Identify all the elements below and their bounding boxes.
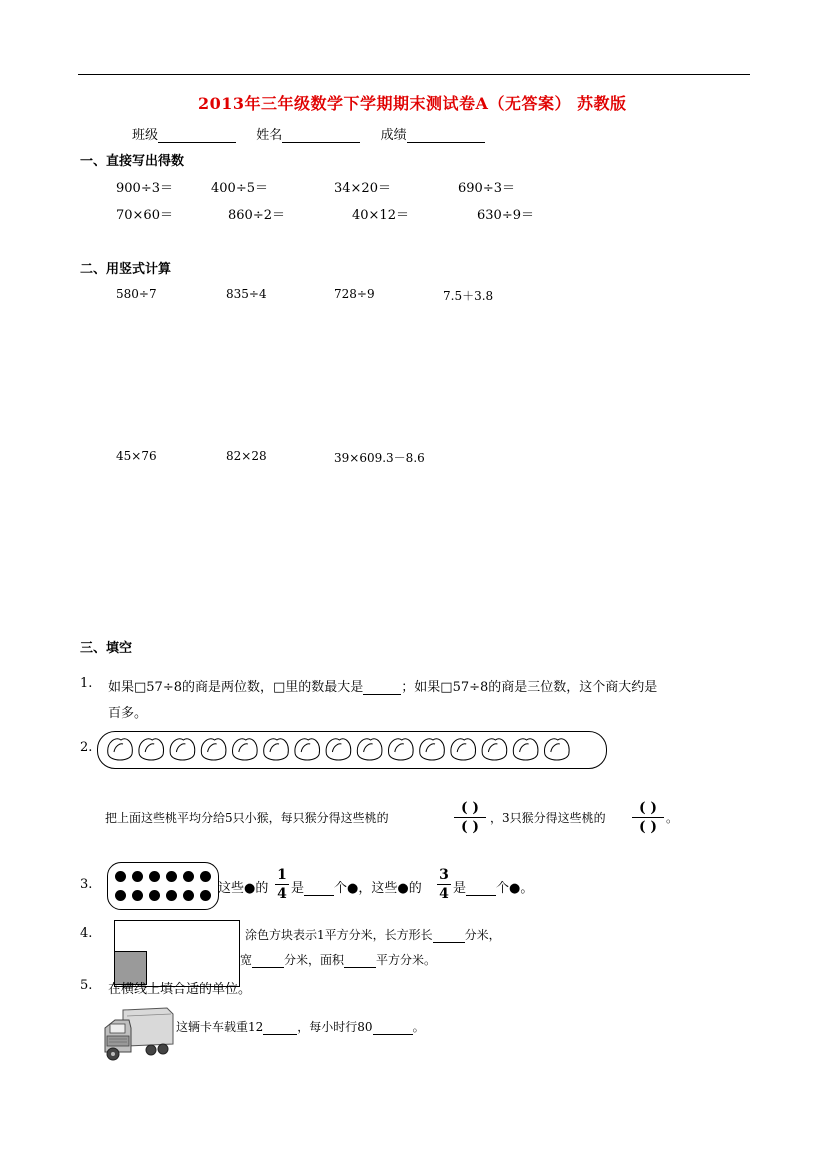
s2-item: 7.5＋3.8 — [443, 289, 494, 303]
peach-icon — [420, 739, 445, 760]
peach-icon — [201, 739, 226, 760]
dot-icon — [200, 871, 211, 882]
q4-text-d: 分米，面积 — [284, 953, 345, 967]
s2-item: 45×76 — [116, 449, 157, 463]
peach-icon — [295, 739, 320, 760]
dot-icon — [149, 890, 160, 901]
q4-width-blank[interactable] — [252, 953, 284, 968]
peach-icon — [264, 739, 289, 760]
q3-frac1-den: 4 — [277, 886, 287, 902]
s1-item: 400÷5＝ — [211, 181, 268, 196]
dot-icon — [132, 890, 143, 901]
q4-area-blank[interactable] — [344, 953, 376, 968]
peach-icon — [326, 739, 351, 760]
class-field[interactable] — [158, 128, 236, 143]
q4-text-c: 宽 — [240, 953, 253, 967]
q5-truck-text-b: ，每小时行80 — [297, 1020, 373, 1034]
q5-speed-unit-blank[interactable] — [373, 1020, 413, 1035]
q1-blank[interactable] — [363, 680, 401, 695]
peach-icon — [108, 739, 133, 760]
dot-icon — [132, 871, 143, 882]
q3-frac2-num: 3 — [439, 867, 449, 883]
q3-line-1 — [291, 877, 422, 896]
q5-number: 5. — [80, 978, 93, 993]
q2-text-a: 把上面这些桃平均分给5只小猴，每只猴分得这些桃的 — [105, 811, 389, 825]
s1-item: 630÷9＝ — [477, 208, 534, 223]
q3-text-d: 是 — [453, 881, 467, 896]
q2-text-b: ，3只猴分得这些桃的 — [490, 811, 606, 825]
s1-item: 70×60＝ — [116, 208, 173, 223]
q1-text-a: 如果□57÷8的商是两位数，□里的数最大是 — [108, 680, 364, 695]
s1-item: 34×20＝ — [334, 181, 391, 196]
dot-icon — [115, 890, 126, 901]
q5-truck-text-a: 这辆卡车载重12 — [176, 1020, 264, 1034]
s2-item: 82×28 — [226, 449, 267, 463]
page-title: 2013年三年级数学下学期期末测试卷A（无答案） 苏教版 — [198, 94, 627, 113]
peach-band — [97, 731, 607, 769]
q1-text-b: ；如果□57÷8的商是三位数，这个商大约是 — [401, 680, 658, 695]
q2-frac2-den: ( ) — [638, 819, 658, 835]
fraction-bar — [275, 884, 289, 885]
q1-line1 — [108, 676, 657, 695]
q3-blank-1[interactable] — [304, 881, 334, 896]
s1-item: 690÷3＝ — [458, 181, 515, 196]
peach-icon — [357, 739, 382, 760]
s2-item: 835÷4 — [226, 287, 267, 301]
dot-icon — [166, 890, 177, 901]
name-label: 姓名 — [256, 128, 283, 143]
top-rule — [78, 74, 750, 75]
q3-text-e: 个●。 — [496, 881, 534, 896]
q2-frac1-num: ( ) — [460, 800, 480, 816]
peach-icon — [513, 739, 538, 760]
q3-frac1-num: 1 — [277, 867, 287, 883]
q5-text: 在横线上填合适的单位。 — [108, 982, 252, 997]
fraction-bar — [632, 817, 664, 818]
q4-line1 — [245, 926, 501, 943]
dots-band — [107, 862, 219, 910]
score-field[interactable] — [407, 128, 485, 143]
q3-frac2-den: 4 — [439, 886, 449, 902]
q3-blank-2[interactable] — [466, 881, 496, 896]
peach-icon — [170, 739, 195, 760]
q2-text-c: 。 — [666, 811, 679, 825]
q2-fraction-1[interactable] — [454, 800, 486, 835]
q5-weight-unit-blank[interactable] — [263, 1020, 297, 1035]
s2-item: 39×609.3－8.6 — [334, 451, 425, 465]
q1-line2: 百多。 — [108, 706, 148, 721]
q4-text-e: 平方分米。 — [376, 953, 437, 967]
s1-item: 40×12＝ — [352, 208, 409, 223]
q3-line-2 — [453, 877, 533, 896]
q3-fraction-2 — [437, 867, 451, 902]
q4-number: 4. — [80, 926, 93, 941]
s2-item: 728÷9 — [334, 287, 375, 301]
q2-frac1-den: ( ) — [460, 819, 480, 835]
fraction-bar — [454, 817, 486, 818]
peach-icon — [545, 739, 570, 760]
s1-item: 900÷3＝ — [116, 181, 173, 196]
dot-icon — [200, 890, 211, 901]
score-label: 成绩 — [380, 128, 407, 143]
peach-icon — [233, 739, 258, 760]
dot-icon — [149, 871, 160, 882]
dot-icon — [183, 871, 194, 882]
dot-icon — [115, 871, 126, 882]
class-label: 班级 — [132, 128, 159, 143]
q4-length-blank[interactable] — [433, 928, 465, 943]
s1-item: 860÷2＝ — [228, 208, 285, 223]
section3-heading: 三、填空 — [80, 641, 133, 656]
fraction-bar — [437, 884, 451, 885]
dot-icon — [183, 890, 194, 901]
q4-text-a: 涂色方块表示1平方分米，长方形长 — [245, 928, 433, 942]
peach-icon — [139, 739, 164, 760]
s2-item: 580÷7 — [116, 287, 157, 301]
q1-number: 1. — [80, 676, 93, 691]
q3-text-b: 是 — [291, 881, 305, 896]
q5-truck-text-c: 。 — [412, 1020, 425, 1034]
truck-icon — [101, 1006, 175, 1062]
q3-fraction-1 — [275, 867, 289, 902]
q3-text-a: 这些●的 — [218, 881, 269, 896]
q4-line2 — [240, 951, 436, 968]
section1-heading: 一、直接写出得数 — [80, 154, 185, 169]
peach-icon — [482, 739, 507, 760]
name-field[interactable] — [282, 128, 360, 143]
q5-truck-line — [176, 1018, 425, 1035]
q2-frac2-num: ( ) — [638, 800, 658, 816]
peach-icon — [451, 739, 476, 760]
q4-text-b: 分米， — [464, 928, 501, 942]
q3-number: 3. — [80, 877, 93, 892]
dot-icon — [166, 871, 177, 882]
q3-text-c: 个●，这些●的 — [334, 881, 422, 896]
peaches-svg — [98, 732, 606, 768]
q2-number: 2. — [80, 740, 93, 755]
section2-heading: 二、用竖式计算 — [80, 262, 172, 277]
peach-icon — [389, 739, 414, 760]
header-fields — [132, 124, 485, 143]
q2-fraction-2[interactable] — [632, 800, 664, 835]
